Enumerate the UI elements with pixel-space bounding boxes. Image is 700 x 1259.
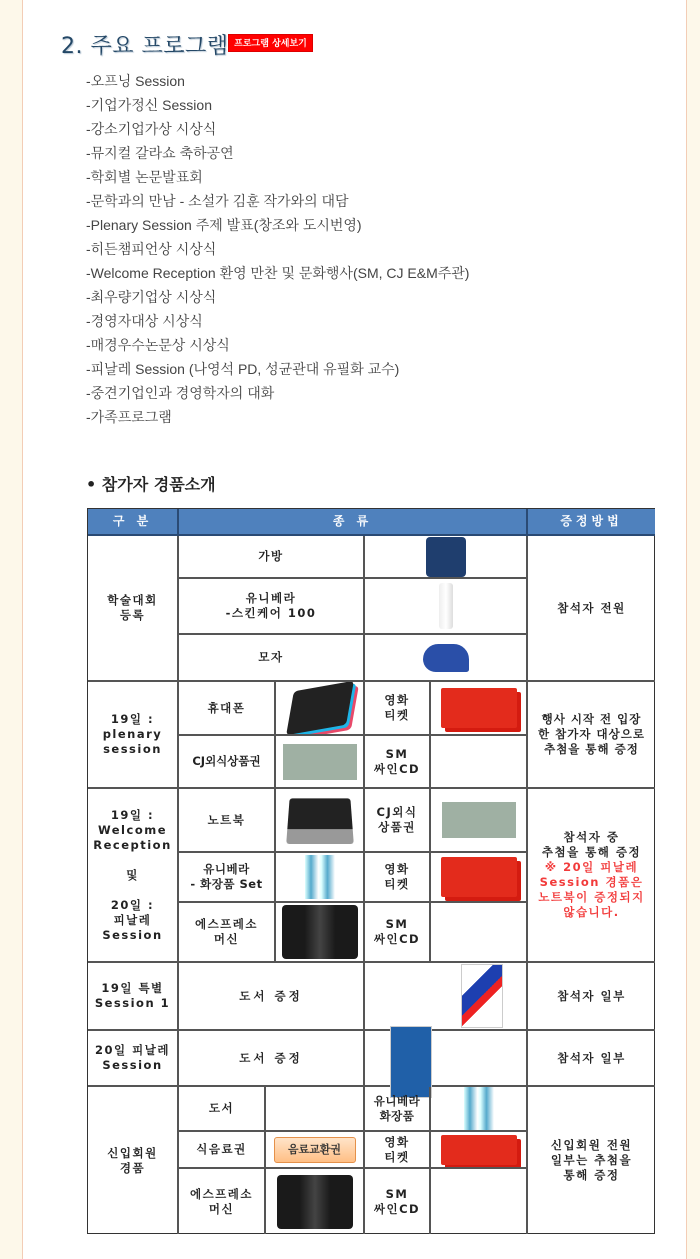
book-image [461, 964, 503, 1028]
image-cell [365, 963, 528, 1031]
item-cell: 에스프레소 머신 [179, 903, 276, 963]
category-cell: 신입회원 경품 [88, 1087, 179, 1234]
item-cell: 도서 증정 [179, 1031, 365, 1087]
method-text: 참석자 중 추첨을 통해 증정 [541, 830, 642, 859]
method-cell: 참석자 일부 [528, 963, 655, 1031]
header-type: 종 류 [179, 509, 528, 536]
empty-cell [266, 1087, 365, 1132]
list-item: -Plenary Session 주제 발표(창조와 도시번영) [86, 217, 362, 233]
list-item: -기업가정신 Session [86, 97, 212, 113]
header-method: 증정방법 [528, 509, 655, 536]
list-item: -오프닝 Session [86, 73, 185, 89]
empty-cell [431, 736, 528, 789]
list-item: -뮤지컬 갈라쇼 축하공연 [86, 145, 234, 161]
item-cell: 영화 티켓 [365, 853, 431, 903]
list-item: -매경우수논문상 시상식 [86, 337, 230, 353]
category-cell: 학술대회 등록 [88, 536, 179, 682]
skincare-image [365, 579, 528, 635]
item-cell: 도서 증정 [179, 963, 365, 1031]
list-item: -학회별 논문발표회 [86, 169, 203, 185]
category-cell: 19일 : plenary session [88, 682, 179, 789]
empty-cell [431, 1169, 528, 1234]
espresso-machine-image [276, 903, 365, 963]
list-item: -피날레 Session (나영석 PD, 성균관대 유필화 교수) [86, 361, 400, 377]
list-item: -Welcome Reception 환영 만찬 및 문화행사(SM, CJ E&M주관) [86, 265, 470, 281]
item-cell: 식음료권 [179, 1132, 266, 1169]
bag-image [365, 536, 528, 579]
method-cell: 신입회원 전원 일부는 추첨을 통해 증정 [550, 1138, 633, 1182]
item-cell: 모자 [179, 635, 365, 682]
drink-voucher-label: 음료교환권 [274, 1137, 356, 1163]
header-category: 구 분 [88, 509, 179, 536]
item-cell: SM 싸인CD [365, 736, 431, 789]
list-item: -강소기업가상 시상식 [86, 121, 217, 137]
list-item: -경영자대상 시상식 [86, 313, 203, 329]
method-note: ※ 20일 피날레 Session 경품은 노트북이 증정되지 않습니다. [538, 860, 645, 919]
prize-table [87, 508, 655, 1234]
list-item: -문학과의 만남 - 소설가 김훈 작가와의 대담 [86, 193, 349, 209]
category-cell: 19일 특별 Session 1 [88, 963, 179, 1031]
method-cell [528, 789, 655, 963]
gift-card-image [276, 736, 365, 789]
drink-voucher-image [266, 1132, 365, 1169]
item-cell: 유니베라 - 화장품 Set [179, 853, 276, 903]
method-cell: 참석자 전원 [528, 536, 655, 682]
movie-ticket-image [431, 1132, 528, 1169]
item-cell: 도서 [179, 1087, 266, 1132]
list-item: -가족프로그램 [86, 409, 172, 425]
empty-cell [431, 903, 528, 963]
category-cell: 19일 : Welcome Reception 및 20일 : 피날레 Session [88, 789, 179, 963]
item-cell: 유니베라 -스킨케어 100 [179, 579, 365, 635]
method-cell: 행사 시작 전 입장 한 참가자 대상으로 추첨을 통해 증정 [528, 682, 655, 789]
item-cell: SM 싸인CD [365, 903, 431, 963]
cosmetics-image [431, 1087, 528, 1132]
espresso-machine-image [266, 1169, 365, 1234]
cosmetics-image [276, 853, 365, 903]
item-cell: SM 싸인CD [365, 1169, 431, 1234]
movie-ticket-image [431, 853, 528, 903]
list-item: -중견기업인과 경영학자의 대화 [86, 385, 275, 401]
item-cell: 영화 티켓 [365, 682, 431, 736]
item-cell: CJ외식 상품권 [365, 789, 431, 853]
gift-card-image [431, 789, 528, 853]
category-cell: 20일 피날레 Session [88, 1031, 179, 1087]
prizes-heading: • 참가자 경품소개 [86, 475, 216, 494]
list-item: -최우량기업상 시상식 [86, 289, 217, 305]
phone-image [276, 682, 365, 736]
item-cell: CJ외식상품권 [179, 736, 276, 789]
list-item: -히든챔피언상 시상식 [86, 241, 217, 257]
item-cell: 휴대폰 [179, 682, 276, 736]
cap-image [365, 635, 528, 682]
section-title: 2. 주요 프로그램 [61, 34, 229, 59]
laptop-image [276, 789, 365, 853]
item-cell: 영화 티켓 [365, 1132, 431, 1169]
method-cell: 참석자 일부 [528, 1031, 655, 1087]
program-detail-button[interactable]: 프로그램 상세보기 [228, 34, 313, 52]
item-cell: 노트북 [179, 789, 276, 853]
item-cell: 가방 [179, 536, 365, 579]
movie-ticket-image [431, 682, 528, 736]
item-cell: 에스프레소 머신 [179, 1169, 266, 1234]
item-cell: 유니베라 화장품 [365, 1087, 431, 1132]
program-list [86, 70, 469, 430]
